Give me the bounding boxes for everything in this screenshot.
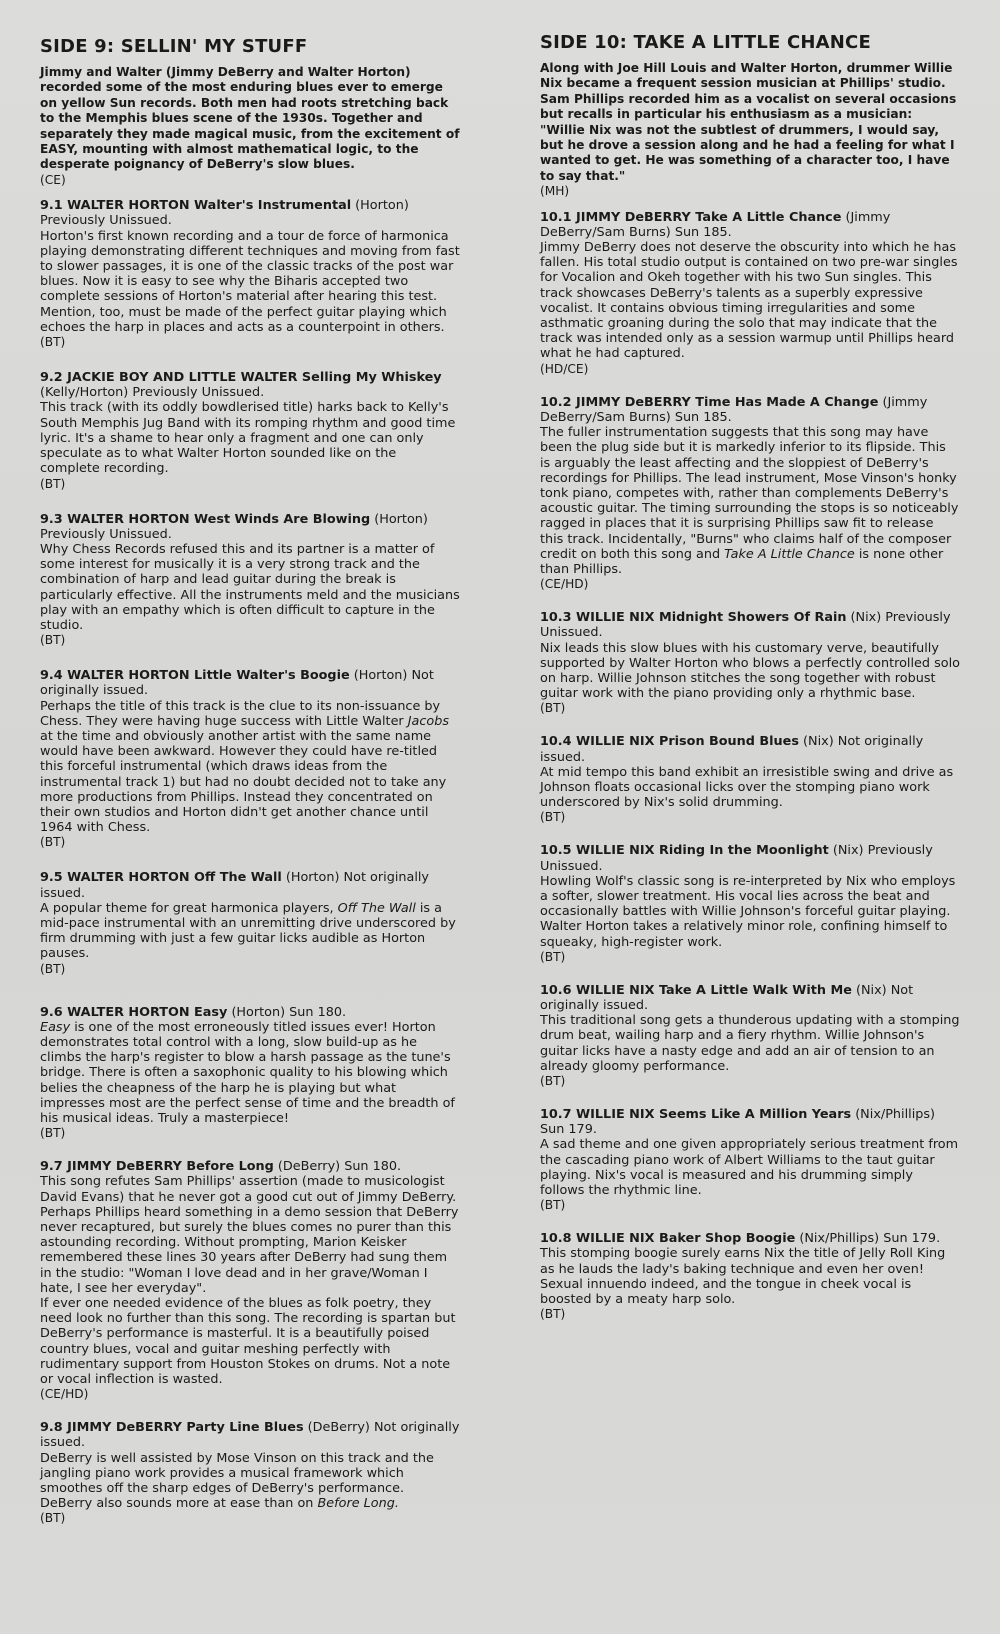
reviewer-initials: (BT) [540, 1074, 566, 1088]
track-title: 10.7 WILLIE NIX Seems Like A Million Years [540, 1107, 852, 1122]
track-credit-info: (Jimmy DeBerry/Sam Burns) Sun 185. [540, 394, 928, 425]
italic-title: Off The Wall [337, 900, 416, 916]
track-title: 10.6 WILLIE NIX Take A Little Walk With Me [540, 982, 852, 998]
review-text: is none other than Phillips. [540, 546, 944, 577]
track-credit-info: (Nix) Previously Unissued. [540, 610, 951, 641]
reviewer-initials: (BT) [40, 1511, 66, 1526]
track-credit-info: (Nix) Not originally issued. [540, 982, 914, 1013]
track-heading [40, 370, 460, 400]
track-title: 10.3 WILLIE NIX Midnight Showers Of Rain [540, 610, 847, 626]
track-review: This traditional song gets a thunderous updating with a stomping drum beat, wailing harp and a fiery rhythm. Willie Johnson's guitar licks have a nasty edge and add an air of tension to an already gloomy performance. [540, 1013, 960, 1074]
side-10-intro-credit: (MH) [540, 184, 570, 199]
track-credit-info: (Horton) Sun 180. [227, 1004, 347, 1020]
track-credit-info: (Horton) Previously Unissued. [40, 198, 409, 229]
track-entry-9-4 [40, 668, 460, 850]
track-heading [40, 870, 460, 900]
track-entry-10-7 [540, 1107, 960, 1213]
reviewer-initials: (BT) [40, 476, 66, 491]
reviewer-initials: (BT) [540, 1198, 566, 1213]
review-text: A popular theme for great harmonica players, [40, 900, 338, 916]
review-text: at the time and obviously another artist with the same name would have been awkward. However they could have re-titled this forceful instrumental (which draws ideas from the instrumental track 1) but had no doubt decided not to take any more productions from Phillips. Instead they concentrated on their own studios and Horton didn't get another chance until 1964 with Chess. [40, 728, 447, 836]
track-review: This song refutes Sam Phillips' assertion (made to musicologist David Evans) that he never got a good cut out of Jimmy DeBerry. Perhaps Phillips heard something in a demo session that DeBerry never recaptured, but surely the blues comes no purer than this astounding recording. Without prompting, Marion Keisker remembered these lines 30 years after DeBerry had sung them in the studio: "Woman I love dead and in her grave/Woman I hate, I see her everyday". [40, 1174, 459, 1296]
track-credit-info: (Nix/Phillips) Sun 179. [540, 1107, 936, 1138]
track-heading [40, 1005, 460, 1020]
track-review: This stomping boogie surely earns Nix the title of Jelly Roll King as he lauds the lady's baking technique and even her oven! Sexual innuendo indeed, and the tongue in cheek vocal is boosted by a meaty harp solo. [540, 1246, 946, 1308]
review-text: The fuller instrumentation suggests that this song may have been the plug side but it is markedly inferior to its flipside. This is arguably the least affecting and the sloppiest of DeBerry's recordings for Phillips. The lead instrument, Mose Vinson's honky tonk piano, competes with, rather than complements DeBerry's acoustic guitar. The timing surrounding the stops is so noticeably ragged in places that it is surprising Phillips saw fit to release this track. Incidentally, "Burns" who claims half of the composer credit on both this song and [540, 425, 959, 562]
track-title: 9.8 JIMMY DeBERRY Party Line Blues [40, 1420, 304, 1436]
side-9-column [40, 36, 460, 1526]
reviewer-initials: (CE/HD) [540, 577, 589, 592]
reviewer-initials: (HD/CE) [540, 361, 589, 376]
track-credit-info: (Horton) Previously Unissued. [40, 511, 428, 542]
track-heading [540, 983, 960, 1013]
track-review: A sad theme and one given appropriately serious treatment from the cascading piano work of Albert Williams to the taut guitar playing. Nix's vocal is measured and his drumming simply follows the rhythmic line. [540, 1137, 959, 1199]
track-entry-10-6 [540, 983, 960, 1089]
side-10-intro: Along with Joe Hill Louis and Walter Horton, drummer Willie Nix became a frequent session musician at Phillips' studio. Sam Phillips recorded him as a vocalist on several occasions but recalls in particular his enthusiasm as a musician: "Willie Nix was not the subtlest of drummers, I would say, but he drove a session along and he had a feeling for what I wanted to get. He was something of a character too, I have to say that." [540, 61, 957, 183]
track-credit-info: (Nix/Phillips) Sun 179. [795, 1231, 941, 1247]
track-credit-info: (Horton) Not originally issued. [40, 870, 430, 901]
track-heading [40, 1159, 460, 1174]
track-review: Howling Wolf's classic song is re-interpreted by Nix who employs a softer, slower treatment. His vocal lies across the beat and occasionally battles with Willie Johnson's forceful guitar playing. Walter Horton takes a relatively minor role, confining himself to squeaky, high-register work. [540, 873, 956, 950]
track-heading [540, 1107, 960, 1137]
track-heading [40, 512, 460, 542]
track-entry-9-2 [40, 370, 460, 491]
reviewer-initials: (BT) [540, 1307, 566, 1322]
track-entry-10-8 [540, 1231, 960, 1322]
track-review: Why Chess Records refused this and its partner is a matter of some interest for musically it is a very strong track and the combination of harp and lead guitar during the break is particularly effective. All the instruments meld and the musicians play with an empathy which is often difficult to capture in the studio. [40, 541, 460, 633]
reviewer-initials: (BT) [540, 810, 566, 825]
track-review: Nix leads this slow blues with his customary verve, beautifully supported by Walter Horton who blows a perfectly controlled solo on harp. Willie Johnson stitches the song together with robust guitar work with the piano providing only a rhythmic base. [540, 640, 960, 702]
reviewer-initials: (CE/HD) [40, 1387, 89, 1402]
track-heading [40, 1420, 460, 1450]
track-credit-info: (DeBerry) Not originally issued. [40, 1420, 460, 1451]
track-heading [540, 1231, 960, 1246]
side-10-title: SIDE 10: TAKE A LITTLE CHANCE [540, 32, 871, 53]
italic-name: Jacobs [407, 713, 450, 729]
track-entry-10-1 [540, 210, 960, 377]
review-text: is one of the most erroneously titled issues ever! Horton demonstrates total control with a long, slow build-up as he climbs the harp's register to blow a harsh passage as the tune's bridge. There is often a saxophonic quality to his blowing which belies the cheapness of the harp he is playing but what impresses most are the perfect sense of time and the breadth of his musical ideas. Truly a masterpiece! [40, 1019, 455, 1126]
italic-title: Before Long. [317, 1496, 399, 1512]
reviewer-initials: (BT) [40, 961, 66, 976]
reviewer-initials: (BT) [540, 949, 566, 964]
track-review [40, 901, 460, 962]
track-title: 9.1 WALTER HORTON Walter's Instrumental [40, 198, 352, 214]
track-review [540, 425, 960, 577]
track-heading [40, 668, 460, 698]
review-text: Perhaps the title of this track is the clue to its non-issuance by Chess. They were having huge success with Little Walter [40, 698, 441, 729]
track-heading [540, 210, 960, 240]
track-title: 10.5 WILLIE NIX Riding In the Moonlight [540, 843, 829, 859]
track-title: 10.8 WILLIE NIX Baker Shop Boogie [540, 1231, 796, 1247]
reviewer-initials: (BT) [40, 1126, 66, 1141]
track-heading [540, 610, 960, 640]
track-entry-10-3 [540, 610, 960, 716]
track-title: 9.3 WALTER HORTON West Winds Are Blowing [40, 511, 371, 527]
track-entry-9-1 [40, 198, 460, 350]
reviewer-initials: (BT) [40, 633, 66, 648]
track-entry-10-2 [540, 395, 960, 592]
side-10-column [540, 32, 960, 1322]
track-credit-info: (DeBerry) Sun 180. [273, 1159, 402, 1175]
track-review [40, 1020, 460, 1126]
track-heading [540, 843, 960, 873]
track-review: At mid tempo this band exhibit an irresistible swing and drive as Johnson floats occasional licks over the stomping piano work underscored by Nix's solid drumming. [540, 764, 954, 811]
track-title: 9.2 JACKIE BOY AND LITTLE WALTER Selling My Whiskey [40, 370, 442, 386]
track-heading [40, 198, 460, 228]
track-review: Jimmy DeBerry does not deserve the obscurity into which he has fallen. His total studio output is contained on two pre-war singles for Vocalion and Okeh together with his two Sun singles. This track showcases DeBerry's talents as a superbly expressive vocalist. It contains obvious timing irregularities and some asthmatic groaning during the solo that may indicate that the track was intended only as a session warmup until Phillips heard what he had captured. [540, 240, 958, 362]
track-review [40, 1451, 460, 1512]
track-title: 10.1 JIMMY DeBERRY Take A Little Chance [540, 209, 842, 225]
track-entry-9-7 [40, 1159, 460, 1402]
track-entry-9-6 [40, 1005, 460, 1142]
track-title: 9.4 WALTER HORTON Little Walter's Boogie [40, 668, 350, 684]
track-review: Horton's first known recording and a tour de force of harmonica playing demonstrating different techniques and moving from fast to slower passages, it is one of the classic tracks of the post war blues. Now it is easy to see why the Biharis accepted two complete sessions of Horton's material after hearing this test. Mention, too, must be made of the perfect guitar playing which echoes the harp in places and acts as a counterpoint in others. [40, 228, 460, 335]
track-title: 9.6 WALTER HORTON Easy [40, 1004, 228, 1020]
track-title: 10.2 JIMMY DeBERRY Time Has Made A Change [540, 394, 879, 410]
track-credit-info: (Jimmy DeBerry/Sam Burns) Sun 185. [540, 209, 891, 240]
track-heading [540, 395, 960, 425]
track-review [40, 699, 460, 836]
track-title: 9.7 JIMMY DeBERRY Before Long [40, 1159, 274, 1175]
track-entry-9-3 [40, 512, 460, 649]
review-text: is a mid-pace instrumental with an unremitting drive underscored by firm drumming with just a few guitar licks audible as Horton pauses. [40, 900, 456, 962]
track-title: 9.5 WALTER HORTON Off The Wall [40, 870, 282, 886]
side-9-title: SIDE 9: SELLIN' MY STUFF [40, 36, 308, 57]
review-text: DeBerry is well assisted by Mose Vinson on this track and the jangling piano work provides a musical framework which smoothes off the sharp edges of DeBerry's performance. DeBerry also sounds more at ease than on [40, 1450, 434, 1512]
track-review-continued: If ever one needed evidence of the blues as folk poetry, they need look no further than this song. The recording is spartan but DeBerry's performance is masterful. It is a beautifully poised country blues, vocal and guitar meshing perfectly with rudimentary support from Houston Stokes on drums. Not a note or vocal inflection is wasted. [40, 1296, 456, 1388]
reviewer-initials: (BT) [40, 335, 66, 350]
reviewer-initials: (BT) [40, 835, 66, 850]
track-entry-10-5 [540, 843, 960, 964]
track-credit-info: (Nix) Not originally issued. [540, 734, 924, 765]
side-9-intro: Jimmy and Walter (Jimmy DeBerry and Walter Horton) recorded some of the most enduring blues ever to emerge on yellow Sun records. Both men had roots stretching back to the Memphis blues scene of the 1930s. Together and separately they made magical music, from the excitement of EASY, mounting with almost mathematical logic, to the desperate poignancy of DeBerry's slow blues. [40, 65, 460, 172]
track-entry-9-5 [40, 870, 460, 976]
reviewer-initials: (BT) [540, 701, 566, 716]
side-9-intro-credit: (CE) [40, 172, 66, 187]
track-credit-info: (Horton) Not originally issued. [40, 668, 434, 699]
track-entry-9-8 [40, 1420, 460, 1526]
track-review: This track (with its oddly bowdlerised title) harks back to Kelly's South Memphis Jug Band with its romping rhythm and good time lyric. It's a shame to hear only a fragment and one can only speculate as to what Walter Horton sounded like on the complete recording. [40, 400, 456, 477]
italic-title: Take A Little Chance [724, 546, 855, 562]
track-credit-info: (Kelly/Horton) Previously Unissued. [40, 385, 265, 401]
italic-title: Easy [40, 1019, 71, 1035]
track-credit-info: (Nix) Previously Unissued. [540, 843, 933, 874]
track-heading [540, 734, 960, 764]
track-title: 10.4 WILLIE NIX Prison Bound Blues [540, 734, 799, 750]
track-entry-10-4 [540, 734, 960, 825]
